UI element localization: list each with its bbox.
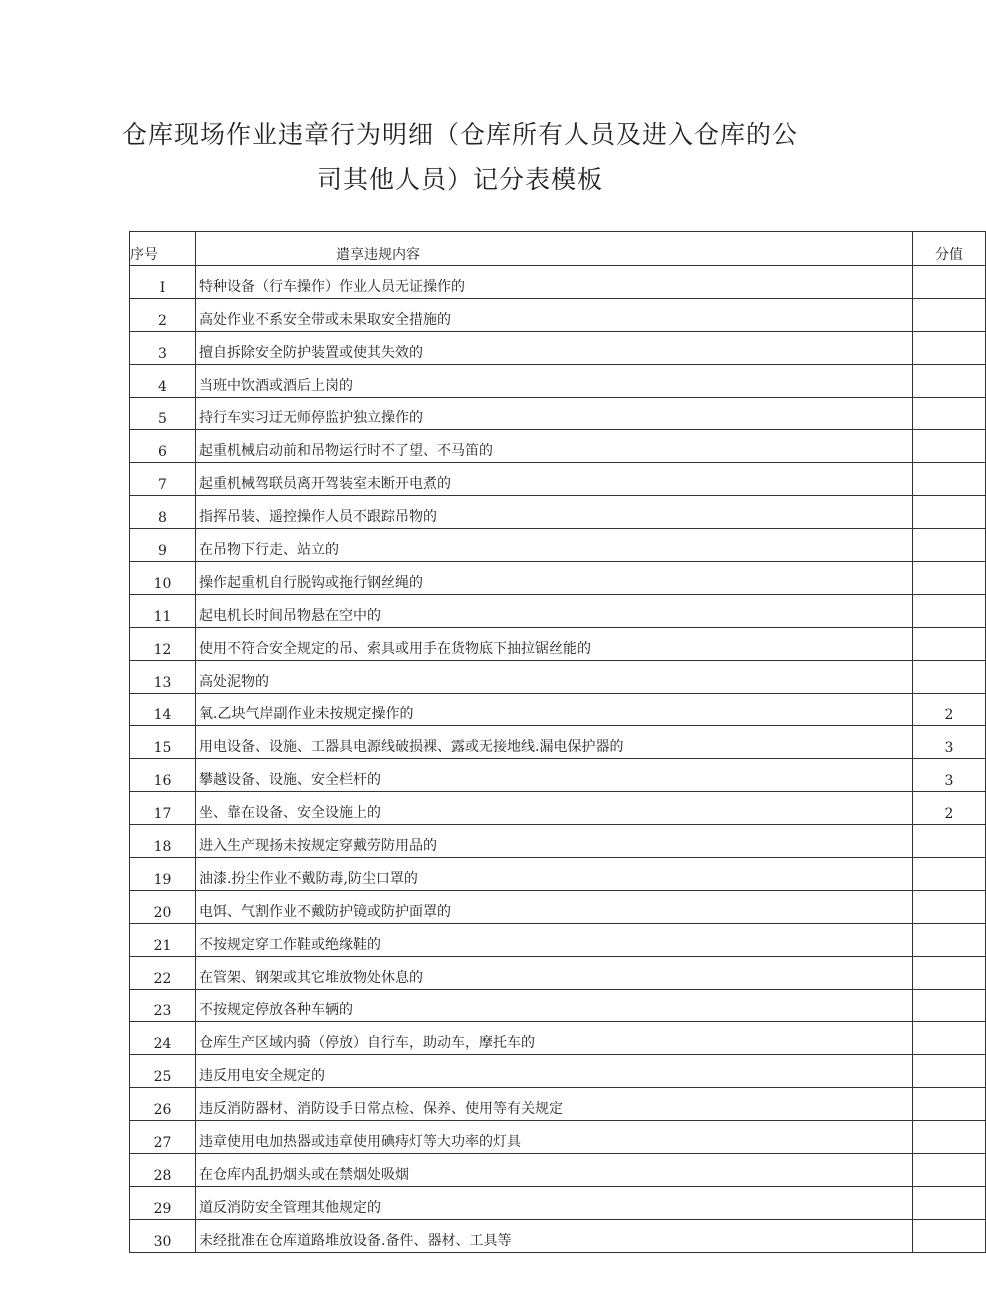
row-index: 7 [130, 463, 196, 496]
row-score [913, 627, 986, 660]
table-row [130, 923, 986, 956]
row-index: 30 [130, 1219, 196, 1252]
row-index: 12 [130, 627, 196, 660]
table-header-row [130, 232, 986, 266]
row-content: 擅自拆除安全防护装置或使其失效的 [196, 331, 913, 364]
row-index: 8 [130, 496, 196, 529]
table-row [130, 298, 986, 331]
row-index: 6 [130, 430, 196, 463]
row-content: 指挥吊装、遥控操作人员不跟踪吊物的 [196, 496, 913, 529]
row-content: 违反消防器材、消防设手日常点检、保养、使用等有关规定 [196, 1088, 913, 1121]
header-score: 分值 [913, 232, 986, 266]
row-index: 11 [130, 594, 196, 627]
row-index: 21 [130, 923, 196, 956]
row-score: 3 [913, 759, 986, 792]
row-index: 14 [130, 693, 196, 726]
title-line-1: 仓库现场作业违章行为明细（仓库所有人员及进入仓库的公 [121, 120, 798, 149]
row-index: 24 [130, 1022, 196, 1055]
table-row [130, 562, 986, 595]
row-index: 15 [130, 726, 196, 759]
table-row [130, 266, 986, 299]
table-row [130, 726, 986, 759]
table-row [130, 660, 986, 693]
row-content: 当班中饮酒或酒后上岗的 [196, 364, 913, 397]
table-row [130, 792, 986, 825]
row-score [913, 496, 986, 529]
table-row [130, 364, 986, 397]
table-row [130, 331, 986, 364]
table-row [130, 1219, 986, 1252]
row-score [913, 660, 986, 693]
row-score [913, 1088, 986, 1121]
table-row [130, 1088, 986, 1121]
row-score [913, 1022, 986, 1055]
table-row [130, 1055, 986, 1088]
row-score [913, 594, 986, 627]
row-score [913, 825, 986, 858]
row-index: 25 [130, 1055, 196, 1088]
row-score [913, 890, 986, 923]
table-row [130, 496, 986, 529]
table-row [130, 1154, 986, 1187]
row-score [913, 529, 986, 562]
row-content: 特种设备（行车操作）作业人员无证操作的 [196, 266, 913, 299]
row-score [913, 956, 986, 989]
table-row [130, 759, 986, 792]
row-content: 违章使用电加热器或违章使用碘痔灯等大功率的灯具 [196, 1121, 913, 1154]
row-content: 起电机长时间吊物悬在空中的 [196, 594, 913, 627]
row-index: 16 [130, 759, 196, 792]
row-content: 持行车实习迂无师停监护独立操作的 [196, 397, 913, 430]
table-row [130, 825, 986, 858]
row-content: 高处作业不系安全带或未果取安全措施的 [196, 298, 913, 331]
table-row [130, 397, 986, 430]
row-score [913, 923, 986, 956]
table-row [130, 1186, 986, 1219]
table-row [130, 1121, 986, 1154]
row-index: 5 [130, 397, 196, 430]
table-row [130, 627, 986, 660]
row-content: 坐、靠在设备、安全设施上的 [196, 792, 913, 825]
row-content: 道反消防安全管理其他规定的 [196, 1186, 913, 1219]
row-index: 27 [130, 1121, 196, 1154]
row-score: 2 [913, 792, 986, 825]
row-content: 起重机械启动前和吊物运行时不了望、不马笛的 [196, 430, 913, 463]
row-content: 在管架、钢架或其它堆放物处休息的 [196, 956, 913, 989]
row-content: 仓库生产区域内骑（停放）自行车，助动车，摩托车的 [196, 1022, 913, 1055]
row-index: 4 [130, 364, 196, 397]
table-row [130, 890, 986, 923]
row-content: 不按规定穿工作鞋或绝缘鞋的 [196, 923, 913, 956]
row-index: 23 [130, 989, 196, 1022]
row-content: 用电设备、设施、工器具电源线破损裸、露或无接地线.漏电保护器的 [196, 726, 913, 759]
row-score [913, 1219, 986, 1252]
table-row [130, 463, 986, 496]
row-content: 违反用电安全规定的 [196, 1055, 913, 1088]
title-line-2: 司其他人员）记分表模板 [316, 165, 603, 194]
table-row [130, 989, 986, 1022]
row-score [913, 1154, 986, 1187]
row-index: 29 [130, 1186, 196, 1219]
table-row [130, 430, 986, 463]
document-title [0, 112, 920, 202]
row-index: 22 [130, 956, 196, 989]
row-score [913, 430, 986, 463]
table-row [130, 858, 986, 891]
row-content: 在仓库内乱扔烟头或在禁烟处吸烟 [196, 1154, 913, 1187]
row-score [913, 463, 986, 496]
row-content: 攀越设备、设施、安全栏杆的 [196, 759, 913, 792]
table-row [130, 1022, 986, 1055]
table-row [130, 594, 986, 627]
row-score [913, 331, 986, 364]
violation-score-table [129, 231, 986, 1253]
row-index: I [130, 266, 196, 299]
row-index: 20 [130, 890, 196, 923]
row-score [913, 397, 986, 430]
row-content: 在吊物下行走、站立的 [196, 529, 913, 562]
row-score [913, 858, 986, 891]
row-content: 不按规定停放各种车辆的 [196, 989, 913, 1022]
row-content: 使用不符合安全规定的吊、索具或用手在货物底下抽拉锯丝能的 [196, 627, 913, 660]
table-body [130, 266, 986, 1253]
row-content: 起重机械驾联员离开驾装室未断开电煮的 [196, 463, 913, 496]
row-index: 28 [130, 1154, 196, 1187]
row-index: 2 [130, 298, 196, 331]
row-score [913, 1186, 986, 1219]
row-content: 电饵、气割作业不戴防护镜或防护面罩的 [196, 890, 913, 923]
row-score [913, 1121, 986, 1154]
row-content: 高处泥物的 [196, 660, 913, 693]
row-score: 2 [913, 693, 986, 726]
table-row [130, 529, 986, 562]
row-index: 13 [130, 660, 196, 693]
header-index: 序号 [130, 232, 196, 266]
row-score [913, 266, 986, 299]
row-score [913, 1055, 986, 1088]
row-index: 9 [130, 529, 196, 562]
row-content: 操作起重机自行脱钩或拖行钢丝绳的 [196, 562, 913, 595]
table-row [130, 693, 986, 726]
row-content: 进入生产现扬未按规定穿戴劳防用品的 [196, 825, 913, 858]
row-content: 油漆.扮尘作业不戴防毒,防尘口罩的 [196, 858, 913, 891]
row-score [913, 989, 986, 1022]
table-row [130, 956, 986, 989]
row-index: 10 [130, 562, 196, 595]
row-index: 26 [130, 1088, 196, 1121]
row-content: 未经批准在仓库道路堆放设备.备件、器材、工具等 [196, 1219, 913, 1252]
row-score: 3 [913, 726, 986, 759]
row-index: 17 [130, 792, 196, 825]
row-score [913, 298, 986, 331]
row-score [913, 364, 986, 397]
row-index: 19 [130, 858, 196, 891]
row-score [913, 562, 986, 595]
row-index: 3 [130, 331, 196, 364]
row-content: 氧.乙块气岸副作业未按规定操作的 [196, 693, 913, 726]
header-content: 遣享违规内容 [196, 232, 913, 266]
row-index: 18 [130, 825, 196, 858]
